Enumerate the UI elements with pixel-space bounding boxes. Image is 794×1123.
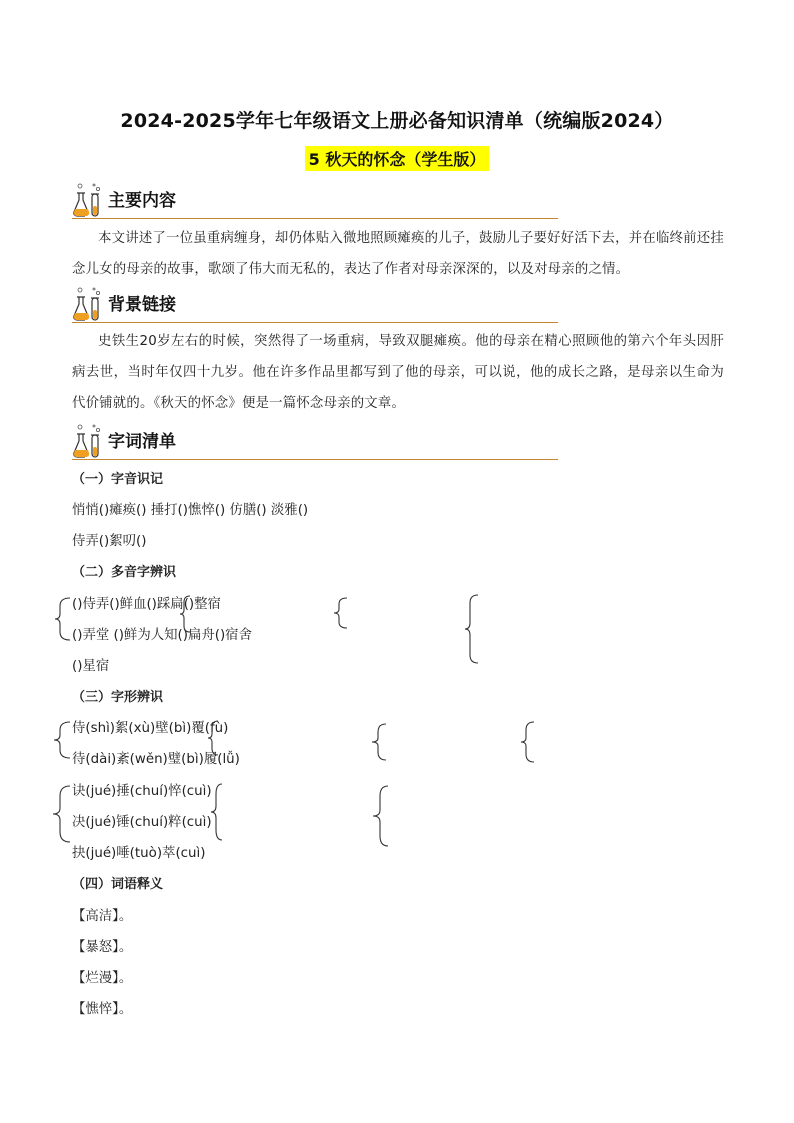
- brace-polyphone-3: [334, 598, 347, 628]
- brace-polyphone-4: [465, 595, 478, 663]
- brace-glyph-b-3: [373, 786, 388, 846]
- glyph-row-b2: 决(jué)锤(chuí)粹(cuì): [72, 815, 212, 830]
- brace-glyph-b-1: [53, 786, 70, 842]
- definition-item: 【暴怒】。: [72, 940, 133, 955]
- glyph-row-a1: 侍(shì)絮(xù)壁(bì)覆(fù): [72, 721, 229, 736]
- subheading-polyphones: （二）多音字辨识: [72, 565, 177, 580]
- section-title-background: 背景链接: [108, 295, 176, 315]
- brace-glyph-a-4: [521, 722, 534, 762]
- polyphone-row-3: ()星宿: [72, 659, 110, 674]
- definition-item: 【高洁】。: [72, 909, 133, 924]
- pronunciation-line-1: 悄悄()瘫痪() 捶打()憔悴() 仿膳() 淡雅(): [72, 503, 309, 518]
- pronunciation-line-2: 侍弄()絮叨(): [72, 534, 147, 549]
- brace-polyphone-1: [55, 598, 70, 640]
- background-paragraph: 史铁生20岁左右的时候，突然得了一场重病，导致双腿瘫痪。他的母亲在精心照顾他的第六个年头因肝病去世，当时年仅四十九岁。他在许多作品里都写到了他的母亲，可以说，他的成长之路，是母亲以生命为代价铺就的。《秋天的怀念》便是一篇怀念母亲的文章。: [72, 334, 724, 411]
- glyph-row-a2: 待(dài)紊(wěn)璧(bì)履(lǚ): [72, 752, 240, 767]
- subheading-glyphs: （三）字形辨识: [72, 690, 164, 705]
- glyph-row-b3: 抉(jué)唾(tuò)萃(cuì): [72, 846, 206, 861]
- lesson-subtitle: 5 秋天的怀念（学生版）: [305, 146, 490, 171]
- brace-glyph-a-3: [372, 724, 386, 760]
- brace-glyph-b-2: [211, 784, 222, 840]
- brace-glyph-a-1: [54, 722, 70, 758]
- brace-polyphone-2: [180, 596, 190, 632]
- subheading-pronunciation: （一）字音识记: [72, 472, 164, 487]
- brace-glyph-a-2: [208, 721, 218, 755]
- section-title-vocab: 字词清单: [108, 432, 176, 452]
- glyph-row-b1: 诀(jué)捶(chuí)悴(cuì): [72, 784, 212, 799]
- definition-item: 【烂漫】。: [72, 971, 133, 986]
- definition-item: 【憔悴】。: [72, 1002, 133, 1017]
- polyphone-row-2: ()弄堂 ()鲜为人知()扁舟()宿舍: [72, 628, 252, 643]
- page-title: 2024-2025学年七年级语文上册必备知识清单（统编版2024）: [120, 110, 674, 132]
- main-content-paragraph: 本文讲述了一位虽重病缠身，却仍体贴入微地照顾瘫痪的儿子，鼓励儿子要好好活下去，并在临终前还挂念儿女的母亲的故事，歌颂了伟大而无私的，表达了作者对母亲深深的，以及对母亲的之情。: [72, 231, 724, 277]
- polyphone-row-1: ()侍弄()鲜血()踩扁()整宿: [72, 597, 221, 612]
- subheading-definitions: （四）词语释义: [72, 877, 164, 892]
- section-title-main-content: 主要内容: [108, 191, 176, 211]
